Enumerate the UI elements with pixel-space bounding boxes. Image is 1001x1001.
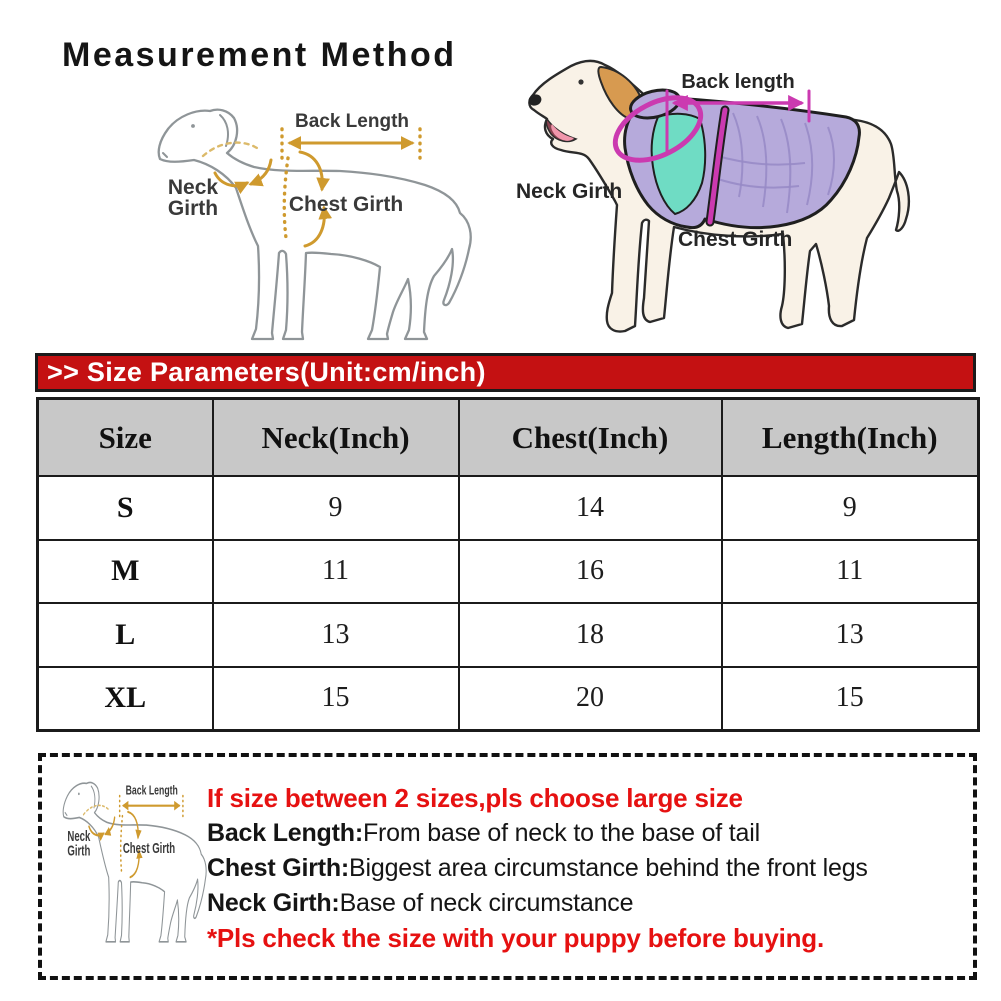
neck-girth-label-line1: Neck (167, 176, 219, 199)
cell-neck: 11 (213, 540, 459, 604)
cell-chest: 20 (459, 667, 722, 731)
table-row (38, 540, 979, 604)
neck-girth-label-line2: Girth (167, 197, 219, 220)
cell-length: 9 (722, 476, 979, 540)
size-parameters-banner (35, 353, 976, 392)
dog-eye (578, 79, 583, 84)
mini-back-length-label: Back Length (125, 783, 178, 799)
notes-text (207, 781, 868, 956)
note-chest-girth-def: Biggest area circumstance behind the front legs (349, 854, 868, 882)
note-warning: *Pls check the size with your puppy before buying. (207, 923, 825, 953)
mini-dog-outline (63, 783, 206, 942)
note-chest-girth-term: Chest Girth: (207, 854, 350, 882)
dog-outline-illustration (159, 110, 471, 339)
table-row (38, 476, 979, 540)
note-chest-girth (207, 851, 868, 886)
cell-chest: 14 (459, 476, 722, 540)
table-header-row (38, 399, 979, 477)
mini-neck-girth-label-line1: Neck (67, 828, 91, 845)
note-neck-girth (207, 886, 868, 921)
table-row (38, 667, 979, 731)
measurement-diagram-line-dog (130, 96, 490, 358)
mini-chest-girth-label: Chest Girth (122, 839, 176, 857)
mini-measurement-diagram (50, 773, 215, 955)
col-header-neck: Neck(Inch) (213, 399, 459, 477)
back-length-label: Back Length (294, 111, 410, 132)
note-size-tip: If size between 2 sizes,pls choose large size (207, 783, 743, 813)
neck-girth-label: Neck Girth (516, 180, 623, 203)
cell-size: M (38, 540, 213, 604)
cell-size: XL (38, 667, 213, 731)
table-row (38, 603, 979, 667)
note-back-length (207, 816, 868, 851)
note-neck-girth-def: Base of neck circumstance (339, 889, 634, 917)
back-length-label: Back length (681, 71, 795, 93)
banner-text: >> Size Parameters(Unit:cm/inch) (47, 357, 486, 387)
cell-chest: 18 (459, 603, 722, 667)
note-neck-girth-term: Neck Girth: (207, 889, 340, 917)
chest-girth-label: Chest Girth (678, 228, 793, 251)
col-header-length: Length(Inch) (722, 399, 979, 477)
mini-neck-girth-label-line2: Girth (67, 842, 91, 860)
page-title: Measurement Method (62, 36, 457, 74)
size-table (36, 397, 980, 732)
cell-length: 15 (722, 667, 979, 731)
cell-neck: 13 (213, 603, 459, 667)
col-header-size: Size (38, 399, 213, 477)
cell-neck: 15 (213, 667, 459, 731)
measurement-diagram-vest-dog (495, 55, 965, 355)
note-back-length-term: Back Length: (207, 819, 363, 847)
col-header-chest: Chest(Inch) (459, 399, 722, 477)
cell-chest: 16 (459, 540, 722, 604)
cell-length: 11 (722, 540, 979, 604)
cell-length: 13 (722, 603, 979, 667)
cell-size: L (38, 603, 213, 667)
chest-girth-label: Chest Girth (288, 193, 404, 216)
cell-size: S (38, 476, 213, 540)
note-back-length-def: From base of neck to the base of tail (362, 819, 760, 847)
notes-box (38, 753, 977, 980)
cell-neck: 9 (213, 476, 459, 540)
